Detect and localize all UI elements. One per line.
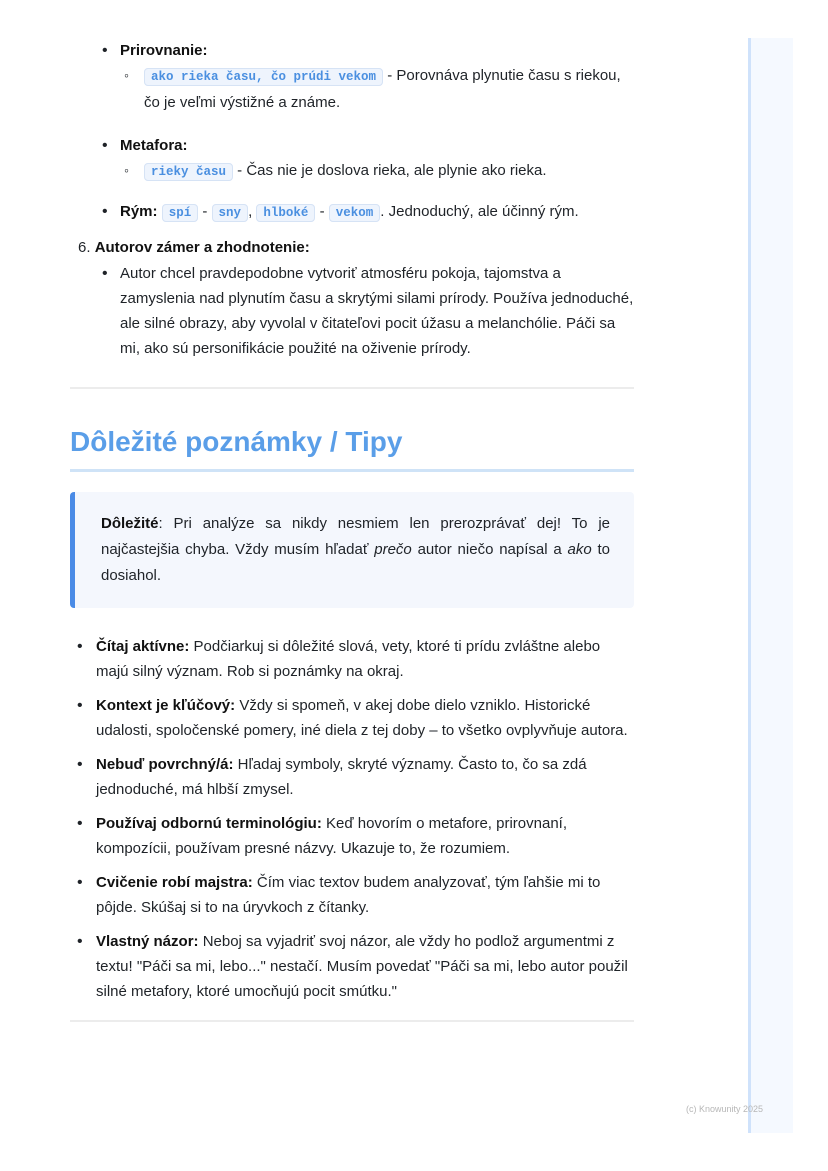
tip-label: Kontext je kľúčový: (96, 697, 236, 714)
code-snippet: rieky času (144, 163, 233, 181)
tip-text: Čím viac textov budem analyzovať, tým ľahšie mi to pôjde. Skúšaj si to na úryvkoch z čítanky. (96, 874, 601, 916)
tip-label: Vlastný názor: (96, 933, 199, 950)
tip-text: Neboj sa vyjadriť svoj názor, ale vždy ho podlož argumentmi z textu! "Páči sa mi, lebo..." nestačí. Musím povedať "Páči sa mi, lebo autor použil silné metafory, ktoré umocňujú pocit smútku." (96, 933, 628, 1000)
metaphor-text: - Čas nie je doslova rieka, ale plynie ako rieka. (233, 162, 547, 179)
tip-item (96, 811, 634, 861)
code-snippet: spí (162, 204, 199, 222)
tip-text: Podčiarkuj si dôležité slová, vety, ktoré ti prídu zvláštne alebo majú silný význam. Rob si poznámky na okraj. (96, 638, 601, 680)
code-snippet: sny (212, 204, 249, 222)
list-item-rhyme (100, 199, 634, 226)
rhyme-text: . Jednoduchý, ale účinný rým. (380, 203, 579, 220)
tips-heading: Dôležité poznámky / Tipy (70, 425, 634, 472)
tip-item (96, 693, 634, 743)
tip-item (96, 870, 634, 920)
metaphor-label: Metafora: (120, 137, 188, 154)
rhyme-label: Rým: (120, 203, 158, 220)
sub-list-item (144, 63, 634, 115)
tip-text: Vždy si spomeň, v akej dobe dielo vzniklo. Historické udalosti, spoločenské pomery, iné diela z tej doby – to všetko ovplyvňuje autora. (96, 697, 628, 739)
divider (70, 1020, 634, 1022)
tip-label: Čítaj aktívne: (96, 638, 190, 655)
section-body: • Autor chcel pravdepodobne vytvoriť atmosféru pokoja, tajomstva a zamyslenia nad plynutím času a skrytými silami prírody. Používa jednoduché, ale silné obrazy, aby vyvolal v čitateľovi pocit úžasu a melanchólie. Páči sa mi, ako sú personifikácie použité na oživenie prírody. (120, 261, 634, 361)
callout-label: Dôležité (101, 515, 159, 532)
stylistic-devices-list (70, 38, 634, 226)
callout-emphasis: ako (567, 541, 592, 558)
divider (70, 387, 634, 389)
separator: - (198, 203, 212, 220)
callout-emphasis: prečo (374, 541, 412, 558)
comparison-text: - Porovnáva plynutie času s riekou, čo je veľmi výstižné a známe. (144, 67, 621, 111)
tip-label: Nebuď povrchný/á: (96, 756, 234, 773)
separator: - (315, 203, 329, 220)
tip-item (96, 634, 634, 684)
copyright-footer: (c) Knowunity 2025 (686, 1104, 764, 1114)
code-snippet: ako rieka času, čo prúdi vekom (144, 68, 383, 86)
tip-label: Používaj odbornú terminológiu: (96, 815, 322, 832)
tip-label: Cvičenie robí majstra: (96, 874, 253, 891)
numbered-item-6 (70, 236, 634, 361)
side-margin-strip (748, 38, 793, 1133)
code-snippet: hlboké (256, 204, 315, 222)
tip-text: Hľadaj symboly, skryté významy. Často to, čo sa zdá jednoduché, má hlbší zmysel. (96, 756, 587, 798)
tips-list (70, 634, 634, 1004)
callout-text: : Pri analýze sa nikdy nesmiem len prerozprávať dej! To je najčastejšia chyba. Vždy musím hľadať (101, 515, 610, 558)
document-content (70, 38, 634, 1022)
tip-item (96, 929, 634, 1004)
list-item-comparison (100, 38, 634, 115)
item-number: 6. (78, 239, 91, 256)
tip-item (96, 752, 634, 802)
sub-list-item (144, 158, 634, 185)
callout-text: to dosiahol. (101, 541, 610, 584)
comparison-label: Prirovnanie: (120, 42, 208, 59)
list-item-metaphor (100, 133, 634, 185)
important-callout (70, 492, 634, 608)
tip-text: Keď hovorím o metafore, prirovnaní, kompozícii, používam presné názvy. Ukazuje to, že rozumiem. (96, 815, 567, 857)
section-title: Autorov zámer a zhodnotenie: (94, 239, 310, 256)
separator: , (248, 203, 257, 220)
callout-text: autor niečo napísal a (411, 541, 568, 558)
code-snippet: vekom (329, 204, 381, 222)
